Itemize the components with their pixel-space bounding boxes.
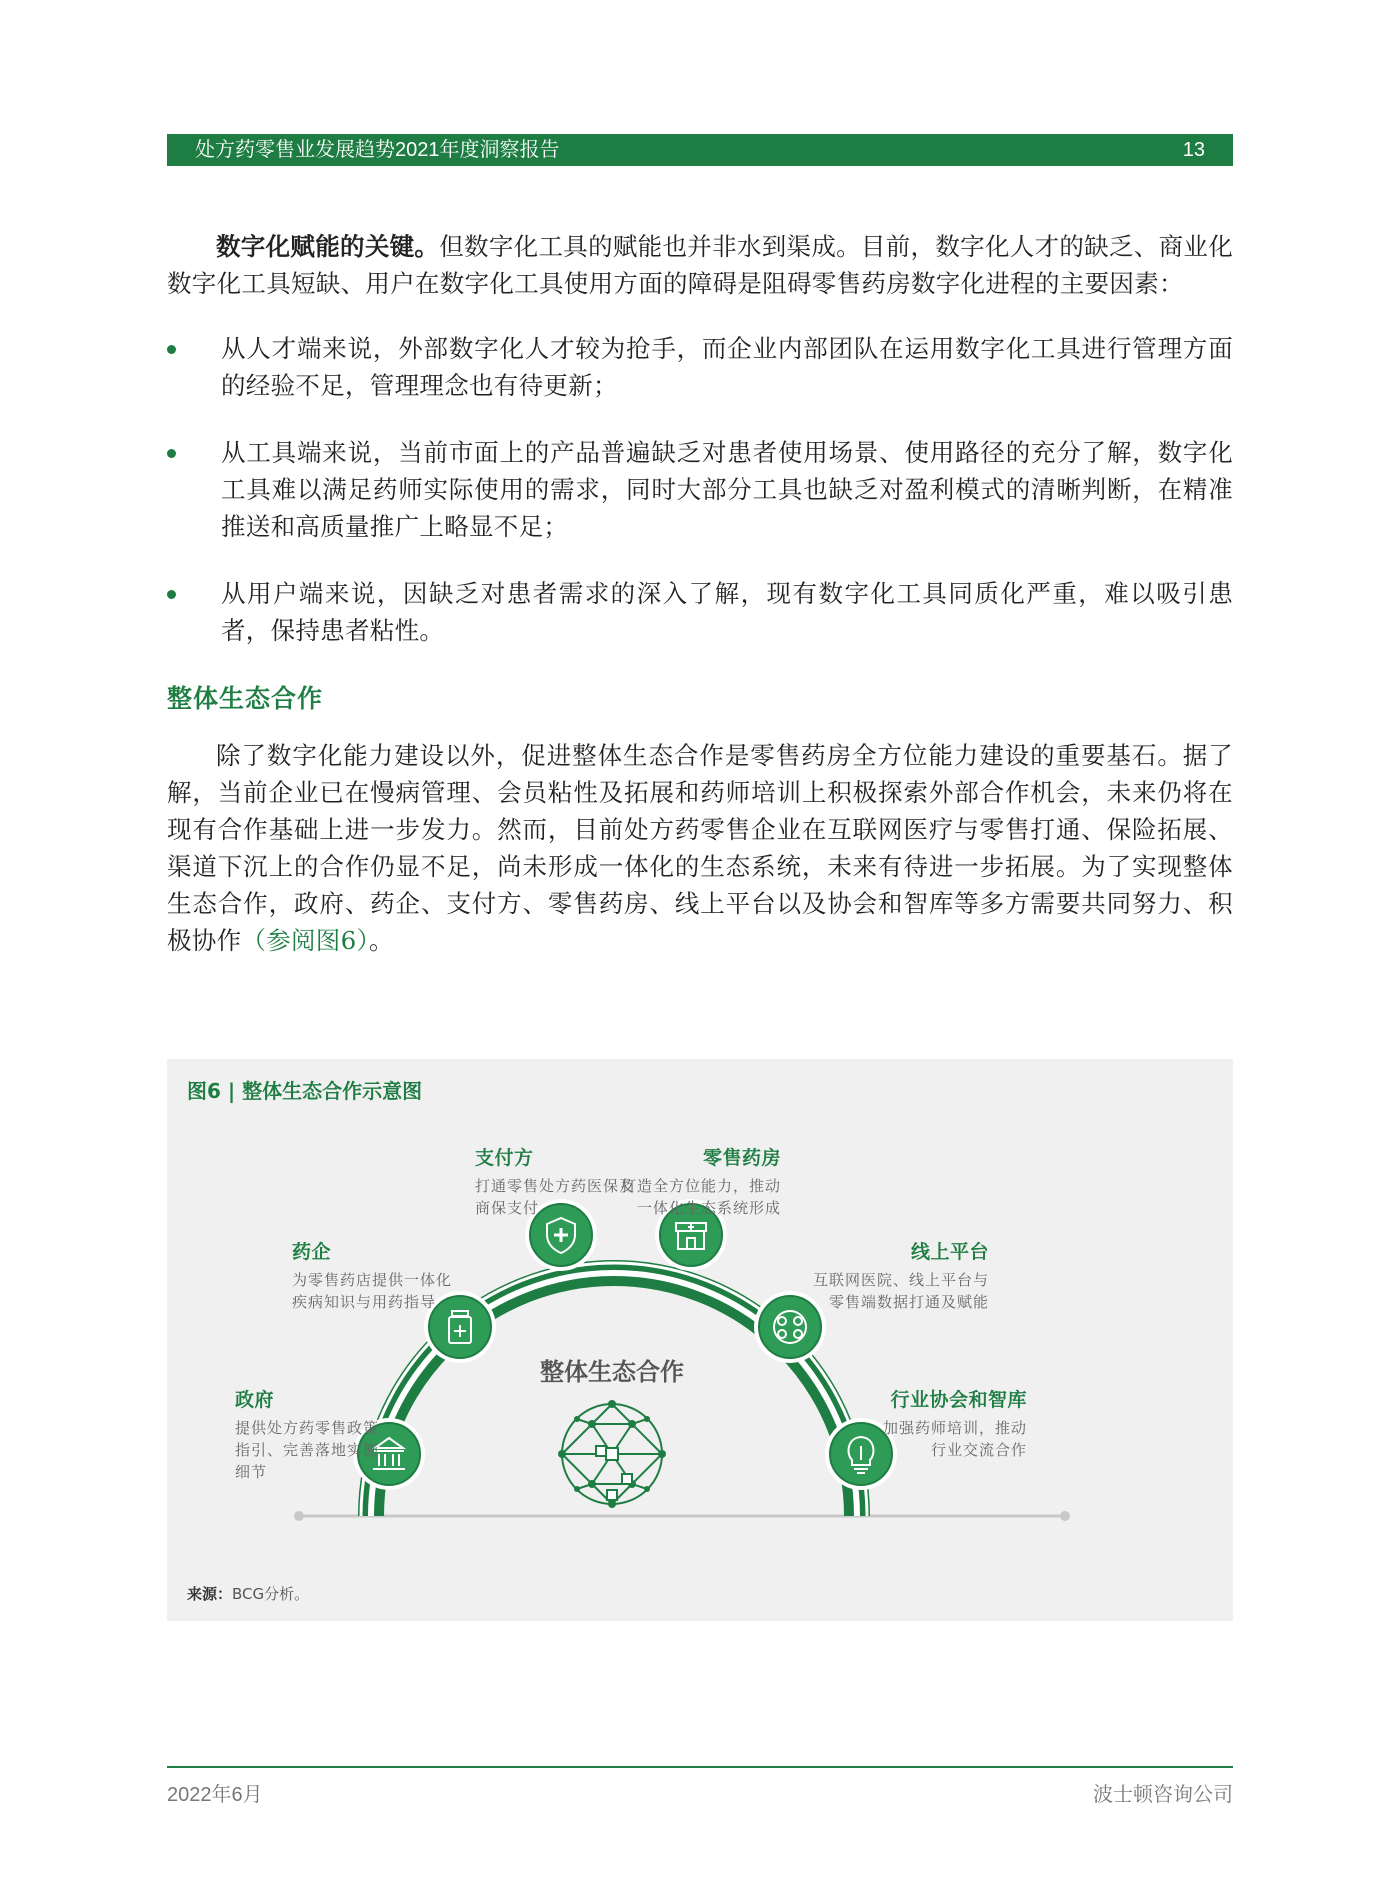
label-retail — [585, 1147, 781, 1219]
baseline-endpoint — [294, 1511, 304, 1521]
label-pharma-desc1: 为零售药店提供一体化 — [292, 1271, 453, 1289]
baseline-endpoint — [1060, 1511, 1070, 1521]
label-online-desc2: 零售端数据打通及赋能 — [828, 1293, 989, 1311]
label-pharma — [292, 1241, 452, 1313]
footer-divider — [167, 1766, 1233, 1768]
intro-lead: 数字化赋能的关键。 — [216, 232, 440, 261]
label-payer-desc2: 商保支付 — [475, 1199, 540, 1217]
figure-source-label: 来源： — [187, 1585, 233, 1603]
ecosystem-diagram — [167, 1059, 1233, 1621]
report-title: 处方药零售业发展趋势2021年度洞察报告 — [195, 139, 560, 161]
label-gov-desc3: 细节 — [235, 1463, 268, 1481]
label-payer-desc1: 打通零售处方药医保及 — [475, 1177, 636, 1195]
label-online-title: 线上平台 — [910, 1241, 989, 1263]
bullet-dot — [167, 449, 176, 458]
label-pharma-title: 药企 — [292, 1241, 332, 1263]
header-bar — [167, 134, 1233, 166]
section-text: 除了数字化能力建设以外，促进整体生态合作是零售药房全方位能力建设的重要基石。据了解，当前企业已在慢病管理、会员粘性及拓展和药师培训上积极探索外部合作机会，未来仍将在现有合作基础上进一步发力。然而，目前处方药零售企业在互联网医疗与零售打通、保险拓展、渠道下沉上的合作仍显不足，尚未形成一体化的生态系统，未来有待进一步拓展。为了实现整体生态合作，政府、药企、支付方、零售药房、线上平台以及协会和智库等多方需要共同努力、积极协作 — [167, 741, 1233, 955]
section-paragraph — [167, 737, 1233, 959]
figure-source-text: BCG分析。 — [232, 1585, 310, 1603]
page-number: 13 — [1182, 139, 1205, 161]
bullet-dot — [167, 590, 176, 599]
section-heading: 整体生态合作 — [167, 684, 324, 713]
label-assoc-desc2: 行业交流合作 — [930, 1441, 1027, 1459]
label-assoc-title: 行业协会和智库 — [890, 1389, 1027, 1411]
label-gov-desc1: 提供处方药零售政策 — [235, 1419, 380, 1437]
section-end: 。 — [369, 926, 394, 955]
figure-reference-link[interactable]: （参阅图6） — [241, 926, 370, 955]
label-gov-title: 政府 — [235, 1389, 275, 1411]
label-pharma-desc2: 疾病知识与用药指导 — [292, 1293, 437, 1311]
figure-title: 图6 | 整体生态合作示意图 — [187, 1079, 423, 1103]
intro-text: 但数字化工具的赋能也并非水到渠成。目前，数字化人才的缺乏、商业化数字化工具短缺、用户在数字化工具使用方面的障碍是阻碍零售药房数字化进程的主要因素： — [167, 232, 1233, 298]
bullet-item — [167, 575, 1233, 649]
label-online — [727, 1241, 989, 1313]
bullet-text: 从用户端来说，因缺乏对患者需求的深入了解，现有数字化工具同质化严重，难以吸引患者，保持患者粘性。 — [221, 579, 1233, 645]
center-title: 整体生态合作 — [540, 1358, 684, 1386]
label-assoc-desc1: 加强药师培训，推动 — [882, 1419, 1027, 1437]
bullet-list — [167, 330, 1233, 649]
intro-paragraph — [167, 228, 1233, 302]
label-assoc — [807, 1389, 1027, 1461]
bullet-text: 从工具端来说，当前市面上的产品普遍缺乏对患者使用场景、使用路径的充分了解，数字化工具难以满足药师实际使用的需求，同时大部分工具也缺乏对盈利模式的清晰判断，在精准推送和高质量推广上略显不足； — [221, 438, 1233, 541]
main-content — [167, 228, 1233, 959]
label-payer-title: 支付方 — [475, 1147, 534, 1169]
label-retail-desc1: 打造全方位能力，推动 — [620, 1177, 781, 1195]
label-gov — [235, 1389, 379, 1483]
figure-source — [187, 1583, 309, 1604]
bullet-text: 从人才端来说，外部数字化人才较为抢手，而企业内部团队在运用数字化工具进行管理方面的经验不足，管理理念也有待更新； — [221, 334, 1233, 400]
label-online-desc1: 互联网医院、线上平台与 — [812, 1271, 989, 1289]
label-gov-desc2: 指引、完善落地实施 — [235, 1441, 380, 1459]
footer-company: 波士顿咨询公司 — [1093, 1784, 1233, 1806]
label-retail-desc2: 一体化生态系统形成 — [636, 1199, 781, 1217]
figure-6 — [167, 1059, 1233, 1621]
bullet-item — [167, 434, 1233, 545]
footer-date: 2022年6月 — [167, 1784, 263, 1806]
label-retail-title: 零售药房 — [702, 1147, 781, 1169]
bullet-item — [167, 330, 1233, 404]
network-sphere-icon — [558, 1400, 666, 1508]
bullet-dot — [167, 345, 176, 354]
